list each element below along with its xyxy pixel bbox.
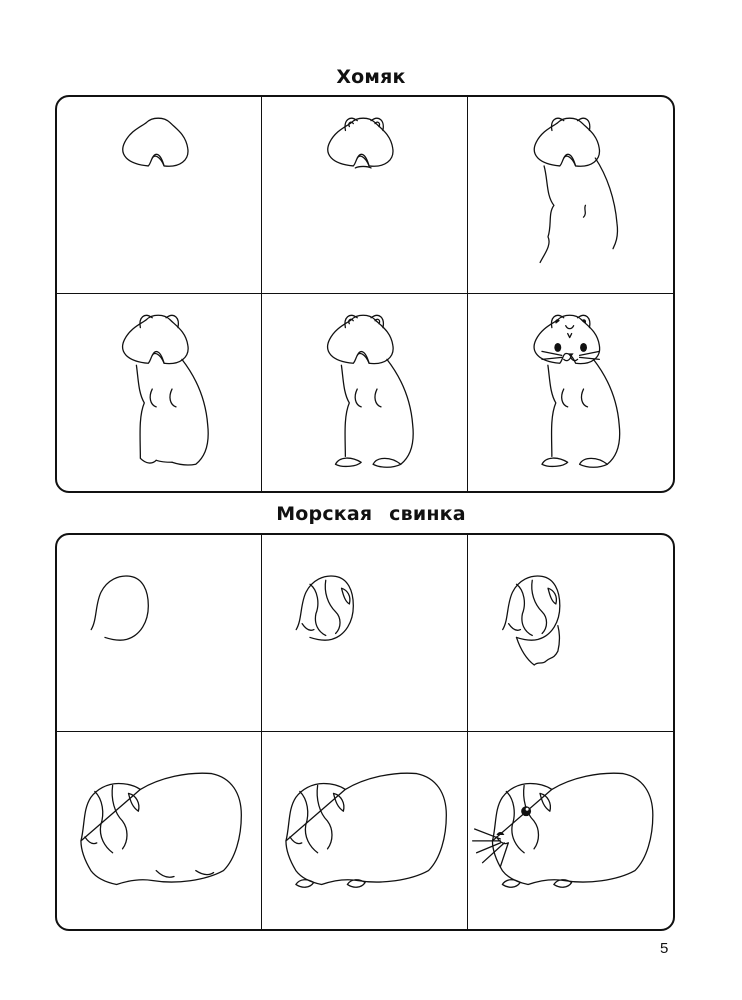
hamster-step-5	[262, 294, 467, 491]
hamster-step-3-drawing	[468, 97, 673, 293]
guinea-pig-step-4	[57, 732, 262, 929]
guinea-pig-step-1-drawing	[57, 535, 261, 731]
hamster-step-2	[262, 97, 467, 294]
hamster-step-6	[468, 294, 673, 491]
hamster-step-1	[57, 97, 262, 294]
guinea-pig-step-3	[468, 535, 673, 732]
guinea-pig-step-3-drawing	[468, 535, 673, 731]
hamster-step-4-drawing	[57, 294, 261, 491]
guinea-pig-step-2-drawing	[262, 535, 466, 731]
guinea-pig-step-5-drawing	[262, 732, 466, 929]
page-number: 5	[660, 940, 669, 957]
hamster-step-3	[468, 97, 673, 294]
hamster-step-4	[57, 294, 262, 491]
hamster-step-2-drawing	[262, 97, 466, 293]
section-title-hamster: Хомяк	[336, 66, 406, 88]
hamster-step-6-drawing	[468, 294, 673, 491]
section-title-guinea-pig: Морская свинка	[276, 503, 466, 525]
guinea-pig-steps-panel	[55, 533, 675, 931]
hamster-step-5-drawing	[262, 294, 466, 491]
hamster-steps-panel	[55, 95, 675, 493]
guinea-pig-step-4-drawing	[57, 732, 261, 929]
guinea-pig-step-1	[57, 535, 262, 732]
guinea-pig-step-5	[262, 732, 467, 929]
guinea-pig-step-2	[262, 535, 467, 732]
guinea-pig-step-6	[468, 732, 673, 929]
guinea-pig-step-6-drawing	[468, 732, 673, 929]
hamster-step-1-drawing	[57, 97, 261, 293]
